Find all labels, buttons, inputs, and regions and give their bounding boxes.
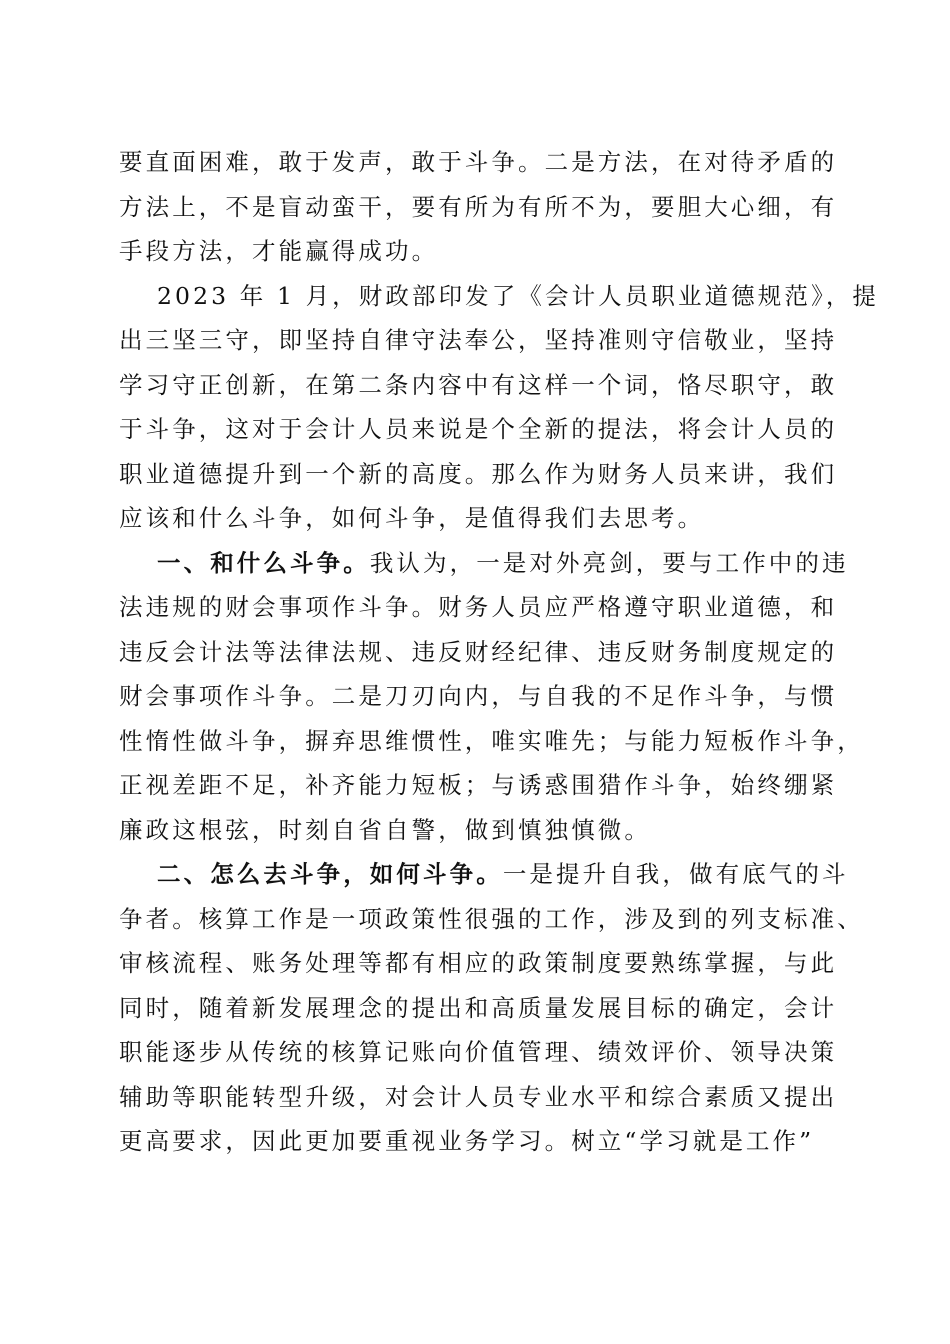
text-line: 出三坚三守，即坚持自律守法奉公，坚持准则守信敬业，坚持 (119, 326, 838, 354)
text-line: 廉政这根弦，时刻自省自警，做到慎独慎微。 (119, 815, 651, 844)
paragraph-4 (119, 852, 864, 1164)
paragraph-2 (119, 274, 880, 541)
section-heading: 一、和什么斗争。 (157, 548, 370, 577)
text-run: 一是提升自我，做有底气的斗 (502, 860, 849, 888)
text-line (119, 541, 849, 586)
section-heading: 二、怎么去斗争，如何斗争。 (157, 860, 503, 888)
paragraph-1 (119, 140, 838, 274)
document-page (119, 140, 880, 1164)
text-run: 我认为，一是对外亮剑，要与工作中的违 (369, 548, 849, 577)
text-line: 争者。核算工作是一项政策性很强的工作，涉及到的列支标准、 (119, 904, 864, 933)
text-line: 违反会计法等法律法规、违反财经纪律、违反财务制度规定的 (119, 637, 838, 666)
text-line: 于斗争，这对于会计人员来说是个全新的提法，将会计人员的 (119, 415, 838, 443)
text-line (119, 852, 849, 897)
text-line: 同时，随着新发展理念的提出和高质量发展目标的确定，会计 (119, 993, 838, 1022)
text-line: 学习守正创新，在第二条内容中有这样一个词，恪尽职守，敢 (119, 370, 838, 399)
text-line: 更高要求，因此更加要重视业务学习。树立“学习就是工作” (119, 1127, 815, 1155)
text-line: 审核流程、账务处理等都有相应的政策制度要熟练掌握，与此 (119, 949, 838, 977)
text-line: 辅助等职能转型升级，对会计人员专业水平和综合素质又提出 (119, 1082, 838, 1111)
text-line: 应该和什么斗争，如何斗争，是值得我们去思考。 (119, 504, 705, 532)
text-line: 方法上，不是盲动蛮干，要有所为有所不为，要胆大心细，有 (119, 192, 838, 221)
text-line: 手段方法，才能赢得成功。 (119, 237, 439, 265)
text-line: 性惰性做斗争，摒弃思维惯性，唯实唯先；与能力短板作斗争， (119, 726, 864, 755)
text-line: 要直面困难，敢于发声，敢于斗争。二是方法，在对待矛盾的 (119, 148, 838, 176)
text-line: 正视差距不足，补齐能力短板；与诱惑围猎作斗争，始终绷紧 (119, 771, 838, 799)
text-line: 法违规的财会事项作斗争。财务人员应严格遵守职业道德，和 (119, 593, 838, 621)
paragraph-3 (119, 541, 864, 853)
text-line: 2023 年 1 月，财政部印发了《会计人员职业道德规范》，提 (157, 281, 880, 310)
text-line: 职能逐步从传统的核算记账向价值管理、绩效评价、领导决策 (119, 1038, 838, 1066)
text-line: 职业道德提升到一个新的高度。那么作为财务人员来讲，我们 (119, 459, 838, 488)
text-line: 财会事项作斗争。二是刀刃向内，与自我的不足作斗争，与惯 (119, 682, 838, 710)
